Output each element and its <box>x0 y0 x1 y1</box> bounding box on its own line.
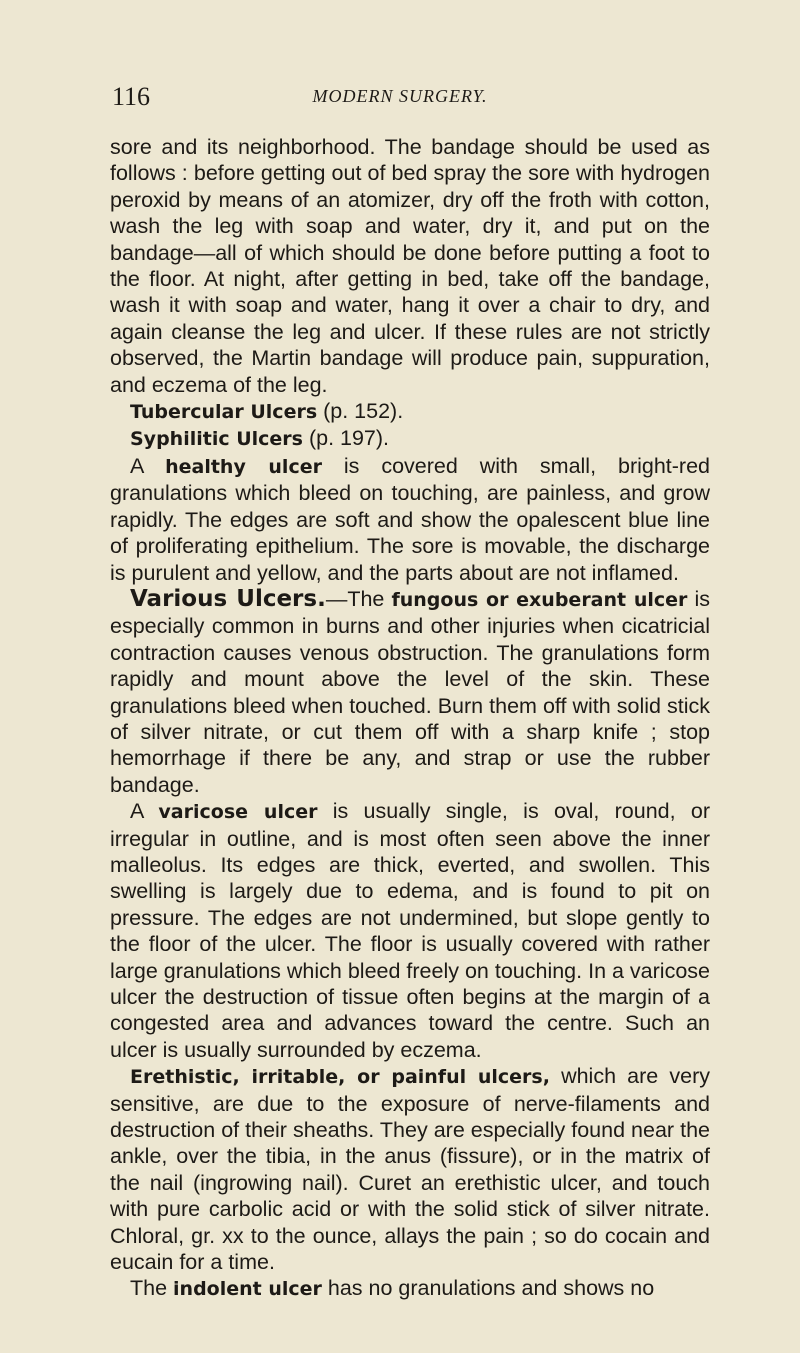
paragraph-text: is covered with small, bright-red granulations which bleed on touching, are painless, and grow rapidly. The edges are soft and show the opalescent blue line of proliferating epithelium. The sore is movable, the discharge is purulent and yellow, and the parts about are not inflamed. <box>110 453 710 585</box>
term-heading: indolent ulcer <box>173 1278 322 1301</box>
paragraph-text: A <box>130 799 159 824</box>
paragraph-text: is especially common in burns and other injuries when cicatricial contraction causes venous obstruction. The granulations form rapidly and mount above the level of the skin. These granulations bleed when touched. Burn them off with solid stick of silver nitrate, or cut them off with a sharp knife ; stop hemorrhage if there be any, and strap or use the rubber bandage. <box>110 586 711 797</box>
paragraph <box>110 453 710 586</box>
paragraph-text: —The <box>325 586 392 611</box>
term-heading: healthy ulcer <box>165 455 322 478</box>
page-header <box>100 82 700 122</box>
running-head: MODERN SURGERY. <box>312 86 488 106</box>
paragraph-text: A <box>130 453 166 478</box>
body-text <box>110 134 710 1303</box>
section-heading: Syphilitic Ulcers <box>130 428 303 451</box>
section-heading: Tubercular Ulcers <box>130 401 318 424</box>
paragraph-text: (p. 197). <box>302 426 390 451</box>
paragraph <box>110 398 710 425</box>
paragraph <box>110 798 710 1063</box>
paragraph <box>110 1063 710 1275</box>
paragraph-text: (p. 152). <box>317 399 404 424</box>
paragraph <box>110 134 710 398</box>
paragraph-text: which are very sensitive, are due to the exposure of nerve-filaments and destruction of their sheaths. They are especially found near the ankle, over the tibia, in the anus (fissure), or in the matrix of the nail (ingrowing nail). Curet an erethistic ulcer, and touch with pure carbolic acid or with the solid stick of silver nitrate. Chloral, gr. xx to the ounce, allays the pain ; so do cocain and eucain for a time. <box>110 1064 710 1275</box>
paragraph-text: is usually single, is oval, round, or irregular in outline, and is most often seen above the inner malleolus. Its edges are thick, everted, and swollen. This swelling is largely due to edema, and is found to pit on pressure. The edges are not undermined, but slope gently to the floor of the ulcer. The floor is usually covered with rather large granulations which bleed freely on touching. In a varicose ulcer the destruction of tissue often begins at the margin of a congested area and advances toward the centre. Such an ulcer is usually surrounded by eczema. <box>110 799 710 1062</box>
section-heading: Various Ulcers. <box>130 585 326 612</box>
term-heading: fungous or exuberant ulcer <box>391 588 688 611</box>
page-number: 116 <box>112 82 151 111</box>
paragraph-text: The <box>130 1276 174 1301</box>
paragraph <box>110 1275 710 1302</box>
paragraph-text: has no granulations and shows no <box>321 1276 655 1301</box>
paragraph-text: sore and its neighborhood. The bandage should be used as follows : before getting out of bed spray the sore with hydrogen peroxid by means of an atomizer, dry off the froth with cotton, wash the leg with soap and water, dry it, and put on the bandage—all of which should be done before putting a foot to the floor. At night, after getting in bed, take off the bandage, wash it with soap and water, hang it over a chair to dry, and again cleanse the leg and ulcer. If these rules are not strictly observed, the Martin bandage will produce pain, suppuration, and eczema of the leg. <box>110 135 710 397</box>
paragraph <box>110 425 710 452</box>
paragraph <box>110 586 710 798</box>
term-heading: varicose ulcer <box>158 801 318 824</box>
term-heading: Erethistic, irritable, or painful ulcers, <box>130 1066 550 1089</box>
